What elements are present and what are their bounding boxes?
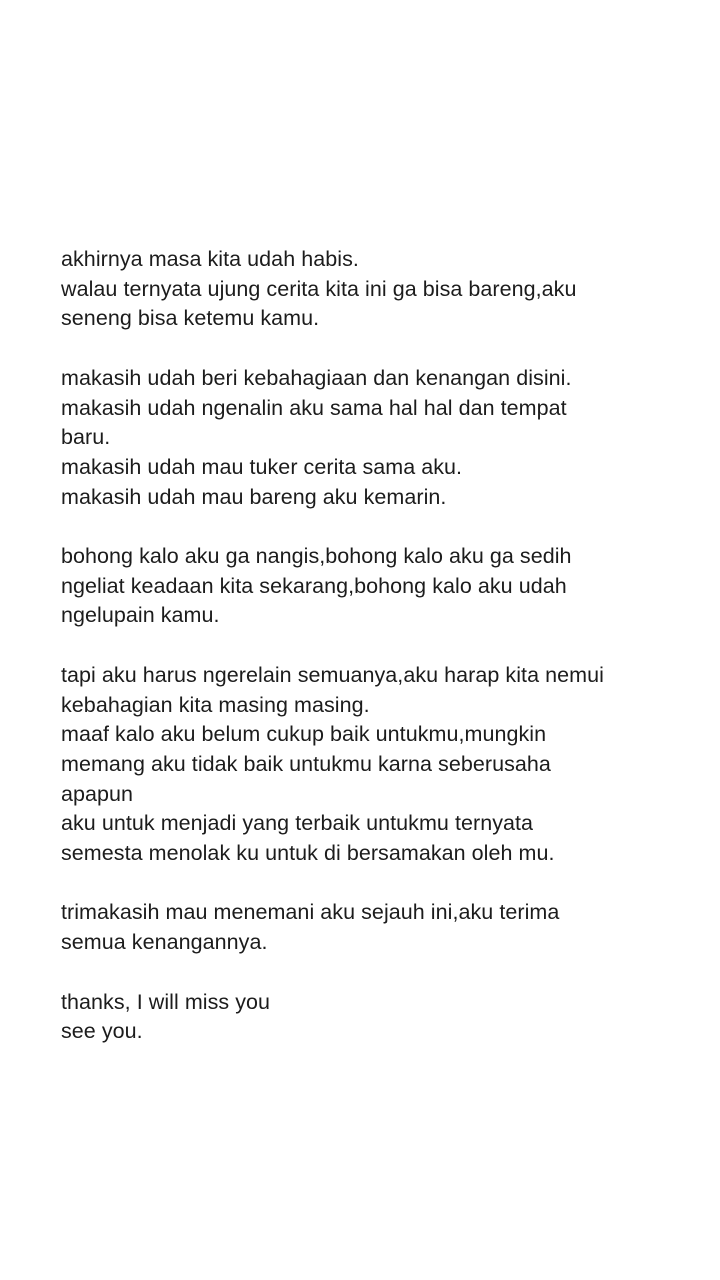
paragraph — [61, 661, 681, 869]
text-line: walau ternyata ujung cerita kita ini ga bisa bareng,aku — [61, 276, 577, 301]
text-line: makasih udah beri kebahagiaan dan kenangan disini. — [61, 365, 572, 390]
text-line: akhirnya masa kita udah habis. — [61, 247, 359, 271]
text-line: semua kenangannya. — [61, 930, 268, 955]
text-line: apapun — [61, 781, 134, 806]
paragraph — [61, 898, 681, 957]
text-line: makasih udah mau bareng aku kemarin. — [61, 484, 447, 509]
text-line: memang aku tidak baik untukmu karna seberusaha — [61, 751, 551, 776]
paragraph — [61, 364, 681, 513]
text-line: aku untuk menjadi yang terbaik untukmu ternyata — [61, 811, 534, 836]
paragraph — [61, 542, 681, 631]
text-line: baru. — [61, 425, 111, 450]
paragraph — [61, 988, 681, 1047]
paragraph — [61, 245, 681, 334]
text-line: seneng bisa ketemu kamu. — [61, 306, 320, 331]
text-line: ngeliat keadaan kita sekarang,bohong kalo aku udah — [61, 573, 567, 598]
text-line: maaf kalo aku belum cukup baik untukmu,mungkin — [61, 722, 547, 747]
text-line: makasih udah mau tuker cerita sama aku. — [61, 454, 463, 479]
text-line: thanks, I will miss you — [61, 989, 271, 1014]
text-line: tapi aku harus ngerelain semuanya,aku harap kita nemui — [61, 662, 604, 687]
text-line: see you. — [61, 1019, 143, 1044]
text-line: kebahagian kita masing masing. — [61, 692, 370, 717]
text-line: bohong kalo aku ga nangis,bohong kalo aku ga sedih — [61, 544, 572, 568]
text-line: trimakasih mau menemani aku sejauh ini,aku terima — [61, 900, 560, 925]
note-text — [61, 245, 681, 1047]
text-line: makasih udah ngenalin aku sama hal hal dan tempat — [61, 395, 567, 420]
text-line: semesta menolak ku untuk di bersamakan oleh mu. — [61, 841, 555, 866]
text-line: ngelupain kamu. — [61, 603, 220, 628]
